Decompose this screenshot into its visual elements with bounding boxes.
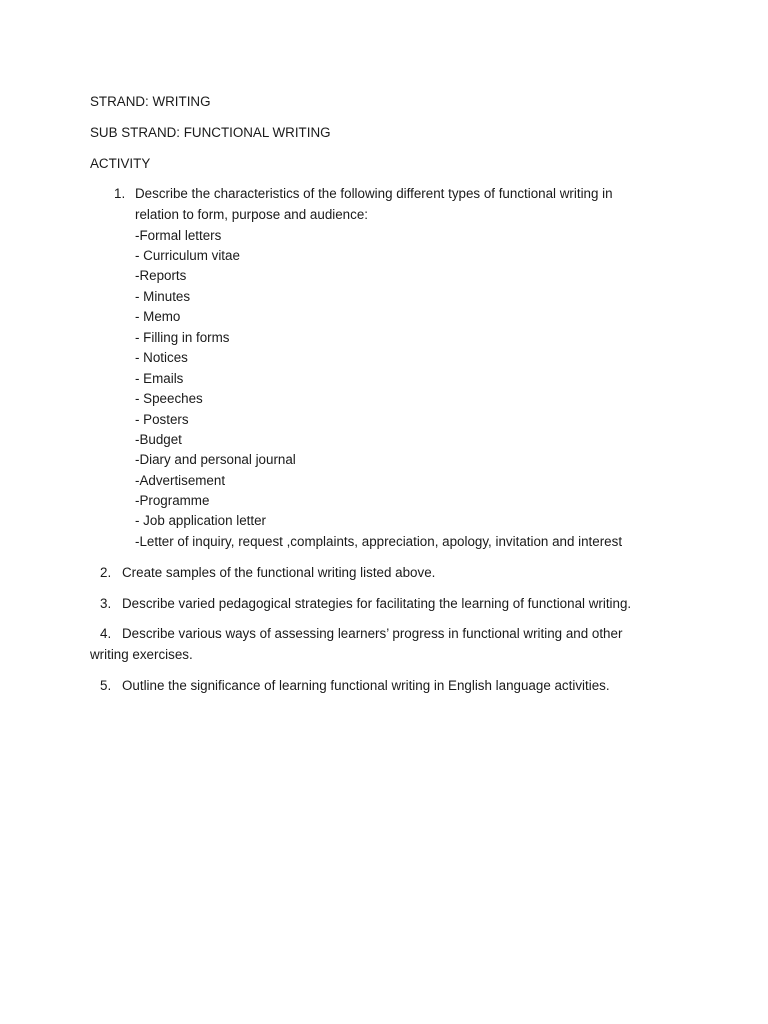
list-item-number: 1. bbox=[114, 186, 126, 201]
strand-heading: STRAND: WRITING bbox=[90, 94, 211, 109]
sub-list-item: - Minutes bbox=[135, 289, 191, 304]
list-item-number: 5. bbox=[100, 678, 112, 693]
sub-list-item: -Letter of inquiry, request ,complaints, appreciation, apology, invitation and interest bbox=[135, 534, 623, 549]
sub-list-item: -Advertisement bbox=[135, 473, 226, 488]
list-item-text-continued: relation to form, purpose and audience: bbox=[135, 207, 368, 222]
list-item-number: 3. bbox=[100, 596, 112, 611]
sub-list-item: -Reports bbox=[135, 268, 187, 283]
list-item-text-continued: writing exercises. bbox=[90, 647, 193, 662]
sub-list-item: - Posters bbox=[135, 412, 189, 427]
sub-list-item: - Notices bbox=[135, 350, 188, 365]
sub-list-item: -Diary and personal journal bbox=[135, 452, 296, 467]
sub-list-item: -Programme bbox=[135, 493, 210, 508]
list-item-text: Outline the significance of learning functional writing in English language activities. bbox=[122, 678, 610, 693]
sub-list-item: - Speeches bbox=[135, 391, 203, 406]
sub-list-item: - Job application letter bbox=[135, 513, 267, 528]
list-item-number: 2. bbox=[100, 565, 112, 580]
sub-strand-heading: SUB STRAND: FUNCTIONAL WRITING bbox=[90, 125, 331, 140]
list-item-number: 4. bbox=[100, 626, 112, 641]
sub-list-item: -Budget bbox=[135, 432, 182, 447]
sub-list-item: -Formal letters bbox=[135, 228, 222, 243]
list-item-text: Describe various ways of assessing learners’ progress in functional writing and other bbox=[122, 626, 623, 641]
sub-list-item: - Filling in forms bbox=[135, 330, 230, 345]
list-item-text: Describe the characteristics of the following different types of functional writing in bbox=[135, 186, 613, 201]
activity-heading: ACTIVITY bbox=[90, 156, 151, 171]
sub-list-item: - Memo bbox=[135, 309, 181, 324]
list-item-text: Create samples of the functional writing listed above. bbox=[122, 565, 436, 580]
sub-list-item: - Emails bbox=[135, 371, 184, 386]
list-item-text: Describe varied pedagogical strategies for facilitating the learning of functional writing. bbox=[122, 596, 632, 611]
sub-list-item: - Curriculum vitae bbox=[135, 248, 240, 263]
